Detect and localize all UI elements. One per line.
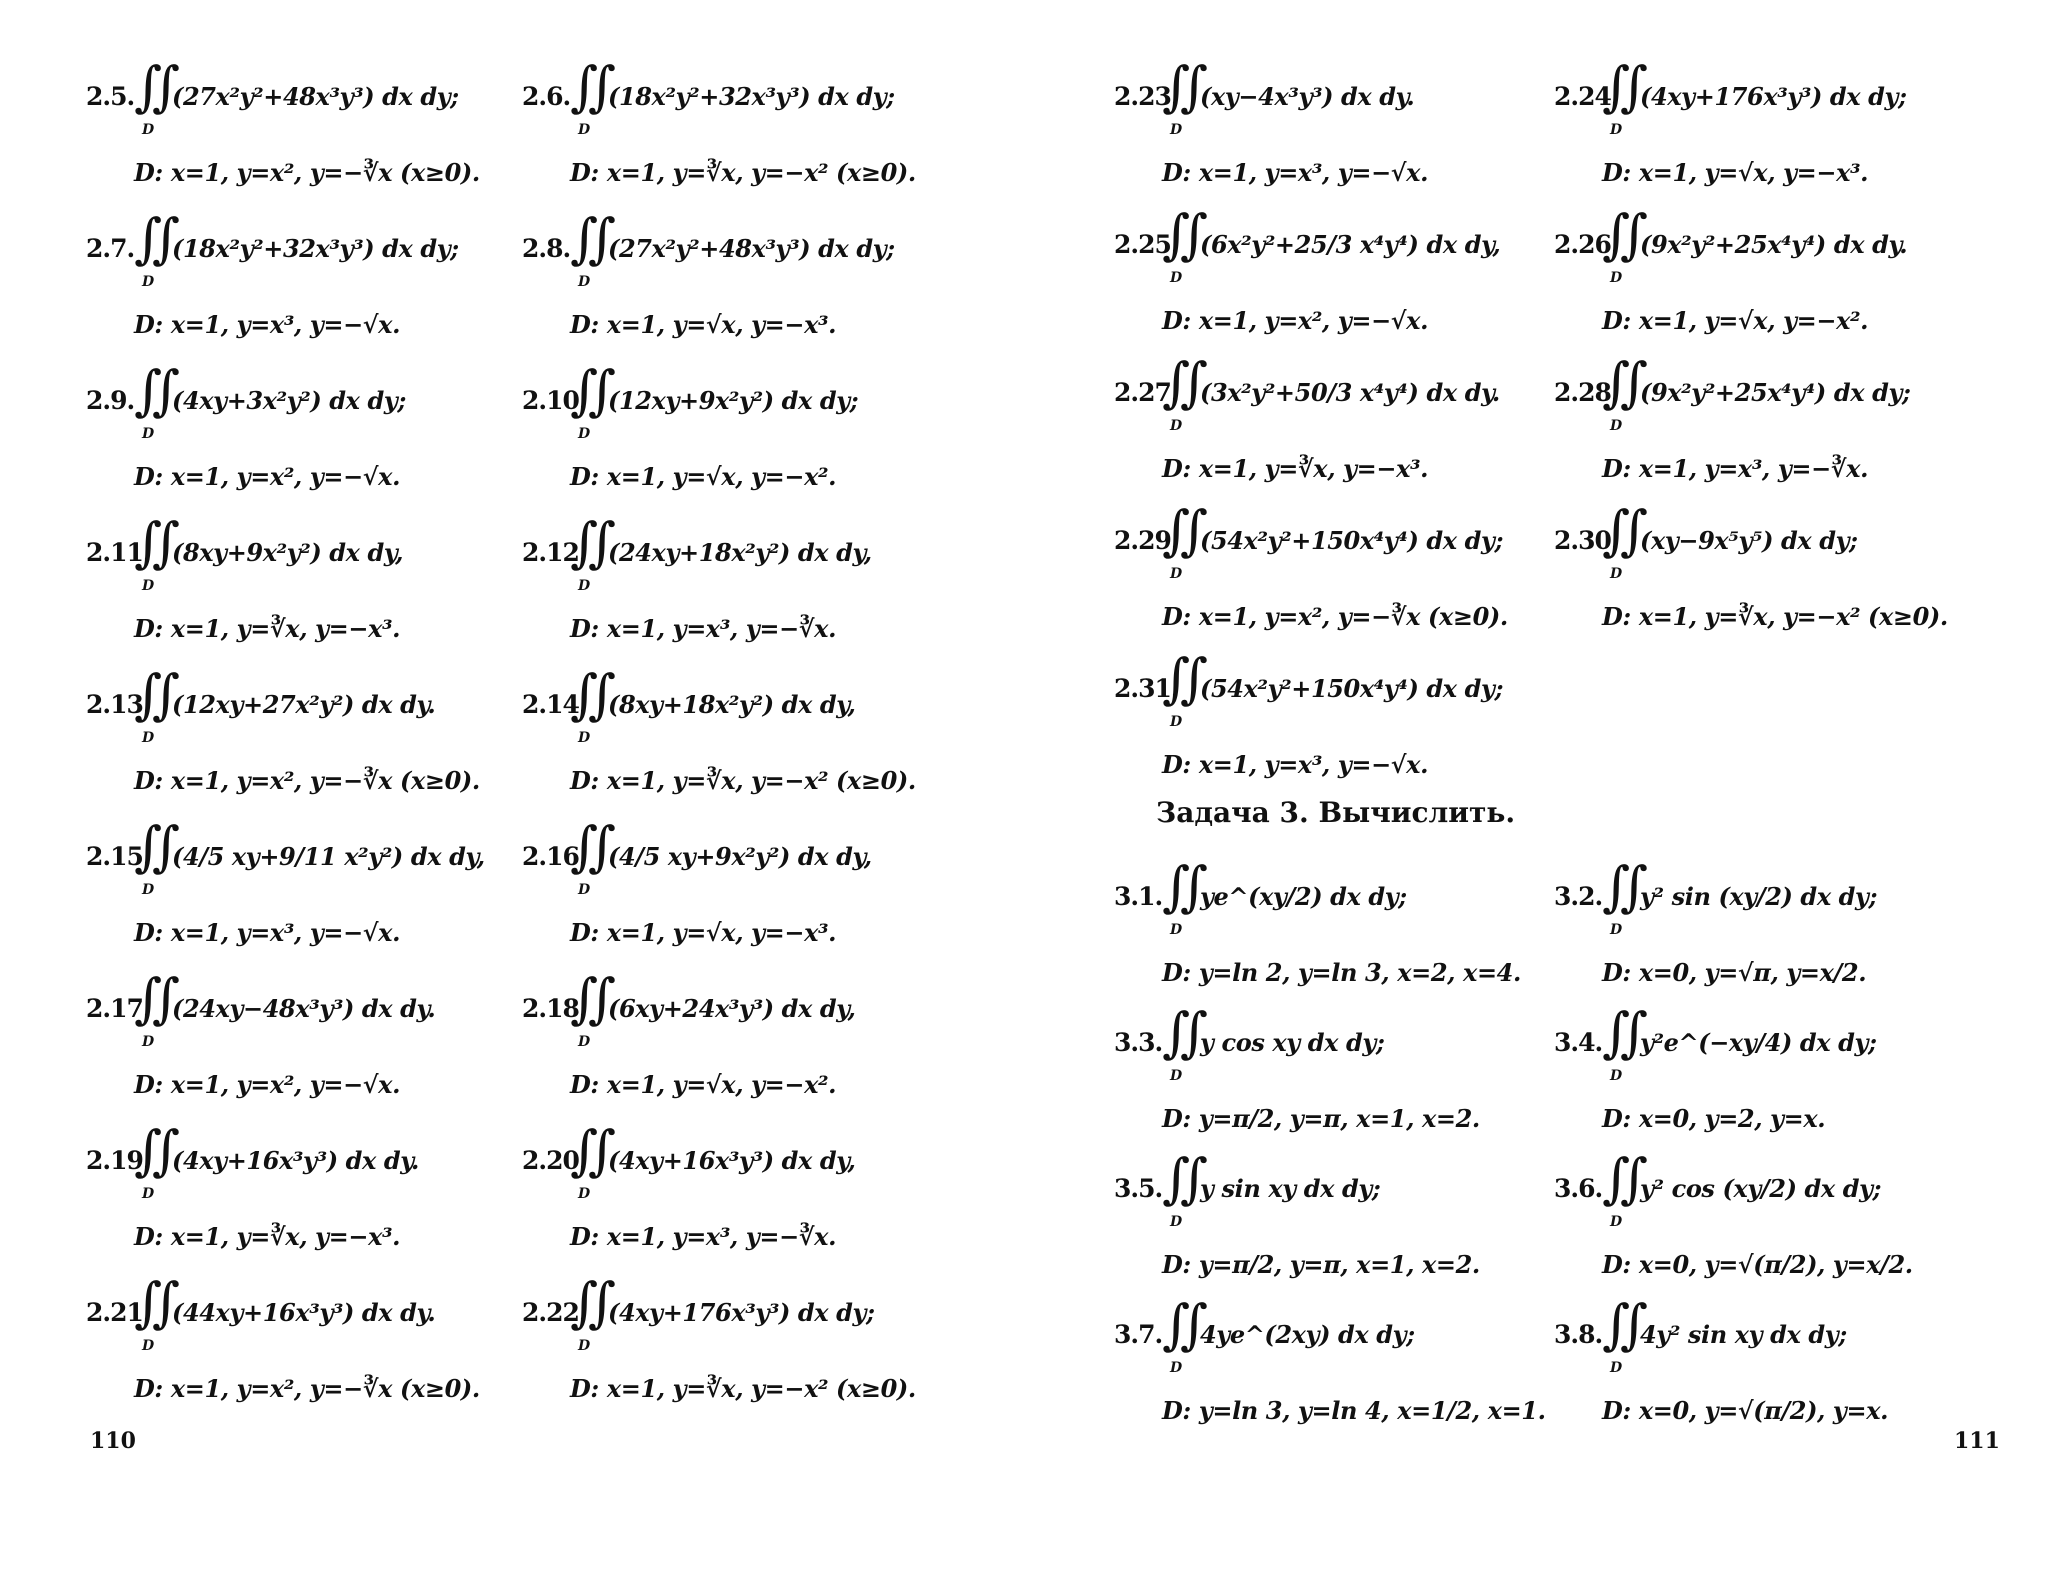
region-definition: D: x=1, y=∛x, y=−x² (x≥0). bbox=[1602, 602, 1948, 631]
problem-number: 2.25. bbox=[1114, 230, 1179, 259]
region-definition: D: x=1, y=∛x, y=−x² (x≥0). bbox=[570, 766, 916, 795]
region-definition: D: x=0, y=√(π/2), y=x. bbox=[1602, 1396, 1889, 1425]
region-definition: D: x=1, y=√x, y=−x². bbox=[570, 462, 837, 491]
problem-number: 2.30. bbox=[1554, 526, 1619, 555]
problem-item bbox=[522, 52, 962, 200]
problem-item bbox=[1554, 1290, 1994, 1438]
double-integral-sign: ∬ bbox=[134, 359, 164, 422]
problem-item bbox=[1554, 1144, 1994, 1292]
region-definition: D: x=1, y=x², y=−√x. bbox=[134, 462, 401, 491]
problem-item bbox=[86, 204, 526, 352]
region-definition: D: y=ln 3, y=ln 4, x=1/2, x=1. bbox=[1162, 1396, 1546, 1425]
integrand-expression: (xy−9x⁵y⁵) dx dy; bbox=[1640, 526, 1858, 555]
integrand-expression: y²e^(−xy/4) dx dy; bbox=[1640, 1028, 1877, 1057]
integrand-expression: (54x²y²+150x⁴y⁴) dx dy; bbox=[1200, 526, 1504, 555]
integration-domain-label: D bbox=[142, 730, 155, 746]
integration-domain-label: D bbox=[578, 1338, 591, 1354]
double-integral-sign: ∬ bbox=[134, 663, 164, 726]
region-definition: D: x=1, y=√x, y=−x³. bbox=[570, 918, 837, 947]
integrand-expression: (4xy+176x³y³) dx dy; bbox=[608, 1298, 875, 1327]
problem-item bbox=[1114, 496, 1554, 644]
problem-number: 2.7. bbox=[86, 234, 135, 263]
integration-domain-label: D bbox=[1170, 1360, 1183, 1376]
region-definition: D: x=1, y=x³, y=−∛x. bbox=[1602, 454, 1869, 483]
problem-item bbox=[86, 660, 526, 808]
integrand-expression: (4xy+16x³y³) dx dy, bbox=[608, 1146, 856, 1175]
region-definition: D: x=1, y=x², y=−∛x (x≥0). bbox=[134, 1374, 480, 1403]
integrand-expression: (xy−4x³y³) dx dy. bbox=[1200, 82, 1415, 111]
problem-number: 2.5. bbox=[86, 82, 135, 111]
integrand-expression: (24xy−48x³y³) dx dy. bbox=[172, 994, 436, 1023]
problem-item bbox=[86, 964, 526, 1112]
double-integral-sign: ∬ bbox=[1602, 1147, 1632, 1210]
integrand-expression: (18x²y²+32x³y³) dx dy; bbox=[172, 234, 459, 263]
integrand-expression: y sin xy dx dy; bbox=[1200, 1174, 1381, 1203]
integrand-expression: (18x²y²+32x³y³) dx dy; bbox=[608, 82, 895, 111]
problem-number: 2.31. bbox=[1114, 674, 1179, 703]
problem-item bbox=[1114, 200, 1554, 348]
double-integral-sign: ∬ bbox=[1602, 55, 1632, 118]
problem-item bbox=[522, 812, 962, 960]
double-integral-sign: ∬ bbox=[570, 359, 600, 422]
integrand-expression: 4y² sin xy dx dy; bbox=[1640, 1320, 1847, 1349]
region-definition: D: x=1, y=x³, y=−√x. bbox=[1162, 158, 1429, 187]
problem-number: 3.8. bbox=[1554, 1320, 1603, 1349]
region-definition: D: x=1, y=√x, y=−x³. bbox=[570, 310, 837, 339]
problem-item bbox=[522, 356, 962, 504]
integration-domain-label: D bbox=[142, 122, 155, 138]
problem-number: 2.22. bbox=[522, 1298, 587, 1327]
integrand-expression: (24xy+18x²y²) dx dy, bbox=[608, 538, 872, 567]
integration-domain-label: D bbox=[1170, 122, 1183, 138]
problem-item bbox=[1554, 998, 1994, 1146]
integration-domain-label: D bbox=[578, 578, 591, 594]
double-integral-sign: ∬ bbox=[570, 815, 600, 878]
region-definition: D: x=1, y=x³, y=−∛x. bbox=[570, 1222, 837, 1251]
double-integral-sign: ∬ bbox=[570, 207, 600, 270]
integrand-expression: (27x²y²+48x³y³) dx dy; bbox=[172, 82, 459, 111]
integration-domain-label: D bbox=[1170, 566, 1183, 582]
double-integral-sign: ∬ bbox=[134, 967, 164, 1030]
problem-number: 2.19. bbox=[86, 1146, 151, 1175]
integration-domain-label: D bbox=[142, 1338, 155, 1354]
problem-item bbox=[1554, 200, 1994, 348]
integration-domain-label: D bbox=[1610, 1214, 1623, 1230]
integrand-expression: (4xy+176x³y³) dx dy; bbox=[1640, 82, 1907, 111]
problem-item bbox=[86, 1116, 526, 1264]
problem-number: 2.16. bbox=[522, 842, 587, 871]
problem-number: 2.26. bbox=[1554, 230, 1619, 259]
integrand-expression: y cos xy dx dy; bbox=[1200, 1028, 1385, 1057]
integration-domain-label: D bbox=[1610, 1360, 1623, 1376]
double-integral-sign: ∬ bbox=[570, 967, 600, 1030]
problem-item bbox=[522, 1116, 962, 1264]
problem-number: 2.21. bbox=[86, 1298, 151, 1327]
problem-item bbox=[1554, 852, 1994, 1000]
double-integral-sign: ∬ bbox=[570, 1271, 600, 1334]
double-integral-sign: ∬ bbox=[1602, 1293, 1632, 1356]
integration-domain-label: D bbox=[578, 882, 591, 898]
integrand-expression: (9x²y²+25x⁴y⁴) dx dy. bbox=[1640, 230, 1908, 259]
double-integral-sign: ∬ bbox=[1162, 351, 1192, 414]
problem-number: 2.24. bbox=[1554, 82, 1619, 111]
double-integral-sign: ∬ bbox=[1162, 203, 1192, 266]
problem-item bbox=[522, 1268, 962, 1416]
problem-number: 2.17. bbox=[86, 994, 151, 1023]
integrand-expression: (8xy+9x²y²) dx dy, bbox=[172, 538, 404, 567]
problem-number: 2.11. bbox=[86, 538, 151, 567]
integration-domain-label: D bbox=[1170, 922, 1183, 938]
problem-number: 2.10. bbox=[522, 386, 587, 415]
double-integral-sign: ∬ bbox=[1162, 647, 1192, 710]
region-definition: D: x=0, y=√(π/2), y=x/2. bbox=[1602, 1250, 1913, 1279]
integrand-expression: (12xy+9x²y²) dx dy; bbox=[608, 386, 859, 415]
integrand-expression: (6x²y²+25/3 x⁴y⁴) dx dy, bbox=[1200, 230, 1501, 259]
integrand-expression: (4/5 xy+9x²y²) dx dy, bbox=[608, 842, 872, 871]
problem-number: 2.20. bbox=[522, 1146, 587, 1175]
region-definition: D: x=1, y=x³, y=−∛x. bbox=[570, 614, 837, 643]
region-definition: D: x=1, y=x², y=−√x. bbox=[1162, 306, 1429, 335]
page-number: 110 bbox=[90, 1428, 136, 1454]
integration-domain-label: D bbox=[578, 122, 591, 138]
region-definition: D: x=1, y=√x, y=−x³. bbox=[1602, 158, 1869, 187]
double-integral-sign: ∬ bbox=[1602, 1001, 1632, 1064]
double-integral-sign: ∬ bbox=[570, 55, 600, 118]
problem-number: 3.5. bbox=[1114, 1174, 1163, 1203]
integration-domain-label: D bbox=[142, 1186, 155, 1202]
region-definition: D: x=1, y=√x, y=−x². bbox=[1602, 306, 1869, 335]
integrand-expression: (12xy+27x²y²) dx dy. bbox=[172, 690, 436, 719]
problem-number: 2.23. bbox=[1114, 82, 1179, 111]
integrand-expression: (4xy+16x³y³) dx dy. bbox=[172, 1146, 419, 1175]
double-integral-sign: ∬ bbox=[1162, 499, 1192, 562]
integration-domain-label: D bbox=[142, 882, 155, 898]
problem-item bbox=[1114, 998, 1554, 1146]
region-definition: D: y=π/2, y=π, x=1, x=2. bbox=[1162, 1104, 1480, 1133]
problem-item bbox=[1114, 1290, 1554, 1438]
problem-item bbox=[522, 508, 962, 656]
region-definition: D: x=1, y=∛x, y=−x³. bbox=[134, 614, 401, 643]
problem-number: 2.13. bbox=[86, 690, 151, 719]
double-integral-sign: ∬ bbox=[1602, 499, 1632, 562]
double-integral-sign: ∬ bbox=[134, 511, 164, 574]
integration-domain-label: D bbox=[142, 426, 155, 442]
double-integral-sign: ∬ bbox=[1162, 55, 1192, 118]
integration-domain-label: D bbox=[1170, 1068, 1183, 1084]
problem-number: 2.15. bbox=[86, 842, 151, 871]
integration-domain-label: D bbox=[1610, 1068, 1623, 1084]
integrand-expression: (4xy+3x²y²) dx dy; bbox=[172, 386, 406, 415]
integration-domain-label: D bbox=[1170, 1214, 1183, 1230]
problem-number: 2.9. bbox=[86, 386, 135, 415]
problem-number: 2.12. bbox=[522, 538, 587, 567]
region-definition: D: x=1, y=√x, y=−x². bbox=[570, 1070, 837, 1099]
problem-item bbox=[1114, 52, 1554, 200]
integration-domain-label: D bbox=[578, 1034, 591, 1050]
region-definition: D: x=1, y=x², y=−∛x (x≥0). bbox=[134, 158, 480, 187]
double-integral-sign: ∬ bbox=[1602, 855, 1632, 918]
double-integral-sign: ∬ bbox=[1162, 855, 1192, 918]
problem-item bbox=[1114, 1144, 1554, 1292]
integrand-expression: 4ye^(2xy) dx dy; bbox=[1200, 1320, 1415, 1349]
integration-domain-label: D bbox=[1170, 714, 1183, 730]
region-definition: D: x=1, y=x², y=−∛x (x≥0). bbox=[134, 766, 480, 795]
double-integral-sign: ∬ bbox=[134, 1271, 164, 1334]
problem-number: 3.7. bbox=[1114, 1320, 1163, 1349]
integration-domain-label: D bbox=[142, 1034, 155, 1050]
problem-item bbox=[1114, 644, 1554, 792]
problem-number: 3.2. bbox=[1554, 882, 1603, 911]
problem-item bbox=[522, 964, 962, 1112]
region-definition: D: x=1, y=x³, y=−√x. bbox=[134, 310, 401, 339]
integrand-expression: (6xy+24x³y³) dx dy, bbox=[608, 994, 856, 1023]
problem-number: 3.1. bbox=[1114, 882, 1163, 911]
problem-item bbox=[1554, 496, 1994, 644]
region-definition: D: x=1, y=x², y=−√x. bbox=[134, 1070, 401, 1099]
problem-number: 2.14. bbox=[522, 690, 587, 719]
region-definition: D: x=1, y=x², y=−∛x (x≥0). bbox=[1162, 602, 1508, 631]
double-integral-sign: ∬ bbox=[1602, 203, 1632, 266]
integrand-expression: y² cos (xy/2) dx dy; bbox=[1640, 1174, 1882, 1203]
double-integral-sign: ∬ bbox=[570, 511, 600, 574]
double-integral-sign: ∬ bbox=[1162, 1293, 1192, 1356]
region-definition: D: x=1, y=x³, y=−√x. bbox=[134, 918, 401, 947]
integrand-expression: (9x²y²+25x⁴y⁴) dx dy; bbox=[1640, 378, 1911, 407]
integrand-expression: (54x²y²+150x⁴y⁴) dx dy; bbox=[1200, 674, 1504, 703]
problem-item bbox=[86, 52, 526, 200]
integration-domain-label: D bbox=[578, 730, 591, 746]
integration-domain-label: D bbox=[1610, 418, 1623, 434]
double-integral-sign: ∬ bbox=[570, 663, 600, 726]
integration-domain-label: D bbox=[142, 578, 155, 594]
double-integral-sign: ∬ bbox=[1162, 1147, 1192, 1210]
double-integral-sign: ∬ bbox=[570, 1119, 600, 1182]
integrand-expression: (8xy+18x²y²) dx dy, bbox=[608, 690, 856, 719]
integration-domain-label: D bbox=[578, 1186, 591, 1202]
double-integral-sign: ∬ bbox=[1162, 1001, 1192, 1064]
integration-domain-label: D bbox=[578, 426, 591, 442]
problem-number: 2.18. bbox=[522, 994, 587, 1023]
region-definition: D: x=0, y=2, y=x. bbox=[1602, 1104, 1826, 1133]
integrand-expression: (44xy+16x³y³) dx dy. bbox=[172, 1298, 436, 1327]
double-integral-sign: ∬ bbox=[134, 1119, 164, 1182]
integration-domain-label: D bbox=[1610, 270, 1623, 286]
region-definition: D: y=π/2, y=π, x=1, x=2. bbox=[1162, 1250, 1480, 1279]
integration-domain-label: D bbox=[1610, 922, 1623, 938]
region-definition: D: x=1, y=x³, y=−√x. bbox=[1162, 750, 1429, 779]
integration-domain-label: D bbox=[1610, 122, 1623, 138]
problem-item bbox=[1554, 348, 1994, 496]
problem-number: 2.28. bbox=[1554, 378, 1619, 407]
integrand-expression: ye^(xy/2) dx dy; bbox=[1200, 882, 1407, 911]
problem-item bbox=[1114, 348, 1554, 496]
problem-item bbox=[86, 508, 526, 656]
problem-item bbox=[1554, 52, 1994, 200]
problem-number: 3.3. bbox=[1114, 1028, 1163, 1057]
region-definition: D: x=1, y=∛x, y=−x³. bbox=[134, 1222, 401, 1251]
problem-item bbox=[86, 812, 526, 960]
problem-item bbox=[86, 356, 526, 504]
problem-item bbox=[1114, 852, 1554, 1000]
integrand-expression: (27x²y²+48x³y³) dx dy; bbox=[608, 234, 895, 263]
problem-number: 2.6. bbox=[522, 82, 571, 111]
region-definition: D: x=1, y=∛x, y=−x³. bbox=[1162, 454, 1429, 483]
problem-number: 3.6. bbox=[1554, 1174, 1603, 1203]
problem-number: 2.29. bbox=[1114, 526, 1179, 555]
page-number: 111 bbox=[1954, 1428, 2000, 1454]
integrand-expression: (3x²y²+50/3 x⁴y⁴) dx dy. bbox=[1200, 378, 1500, 407]
double-integral-sign: ∬ bbox=[134, 55, 164, 118]
integrand-expression: (4/5 xy+9/11 x²y²) dx dy, bbox=[172, 842, 485, 871]
integration-domain-label: D bbox=[1170, 418, 1183, 434]
task-3-title: Задача 3. Вычислить. bbox=[1156, 796, 1516, 829]
problem-item bbox=[86, 1268, 526, 1416]
double-integral-sign: ∬ bbox=[1602, 351, 1632, 414]
region-definition: D: x=1, y=∛x, y=−x² (x≥0). bbox=[570, 158, 916, 187]
integration-domain-label: D bbox=[1610, 566, 1623, 582]
problem-item bbox=[522, 204, 962, 352]
problem-number: 2.27. bbox=[1114, 378, 1179, 407]
integration-domain-label: D bbox=[1170, 270, 1183, 286]
integrand-expression: y² sin (xy/2) dx dy; bbox=[1640, 882, 1878, 911]
region-definition: D: x=1, y=∛x, y=−x² (x≥0). bbox=[570, 1374, 916, 1403]
problem-number: 2.8. bbox=[522, 234, 571, 263]
region-definition: D: y=ln 2, y=ln 3, x=2, x=4. bbox=[1162, 958, 1521, 987]
double-integral-sign: ∬ bbox=[134, 207, 164, 270]
problem-number: 3.4. bbox=[1554, 1028, 1603, 1057]
integration-domain-label: D bbox=[578, 274, 591, 290]
problem-item bbox=[522, 660, 962, 808]
integration-domain-label: D bbox=[142, 274, 155, 290]
double-integral-sign: ∬ bbox=[134, 815, 164, 878]
region-definition: D: x=0, y=√π, y=x/2. bbox=[1602, 958, 1867, 987]
page-111 bbox=[1036, 0, 2072, 1579]
